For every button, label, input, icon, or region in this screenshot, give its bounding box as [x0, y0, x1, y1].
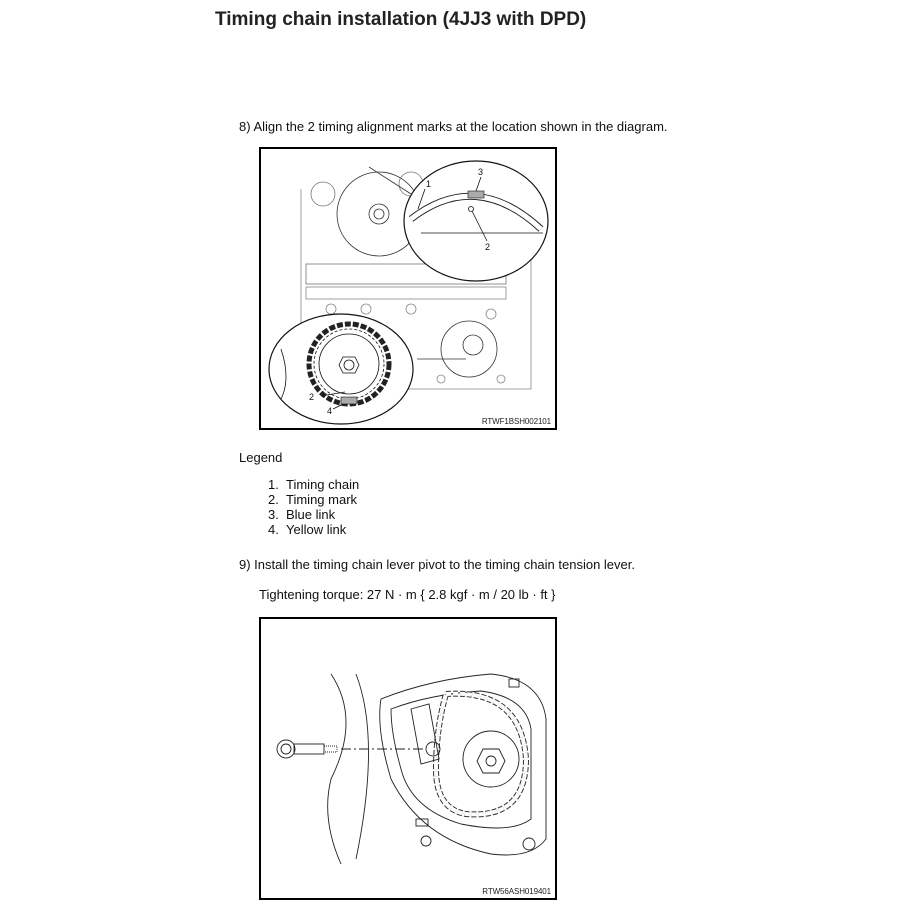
callout-2-top: 2	[485, 242, 491, 252]
tightening-torque: Tightening torque: 27 N · m { 2.8 kgf · m / 20 lb · ft }	[259, 587, 556, 602]
legend-item: 2. Timing mark	[268, 492, 358, 507]
callout-4: 4	[327, 406, 333, 416]
step-8-instruction: 8) Align the 2 timing alignment marks at the location shown in the diagram.	[239, 119, 668, 134]
figure-code: RTW56ASH019401	[482, 887, 551, 896]
legend-item: 4. Yellow link	[268, 522, 347, 537]
engine-timing-illustration	[261, 149, 557, 430]
callout-3: 3	[478, 167, 484, 177]
callout-2-bottom: 2	[309, 392, 315, 402]
callout-1: 1	[426, 179, 432, 189]
step-9-instruction: 9) Install the timing chain lever pivot to the timing chain tension lever.	[239, 557, 635, 572]
timing-mark-diagram	[259, 147, 557, 430]
legend-list	[268, 477, 359, 537]
page-title: Timing chain installation (4JJ3 with DPD)	[215, 9, 587, 30]
legend-item: 3. Blue link	[268, 507, 336, 522]
lever-pivot-diagram	[259, 617, 557, 900]
legend-title: Legend	[239, 450, 283, 465]
figure-code: RTWF1BSH002101	[481, 417, 551, 426]
legend-item: 1. Timing chain	[268, 477, 360, 492]
lever-pivot-illustration	[261, 619, 557, 900]
